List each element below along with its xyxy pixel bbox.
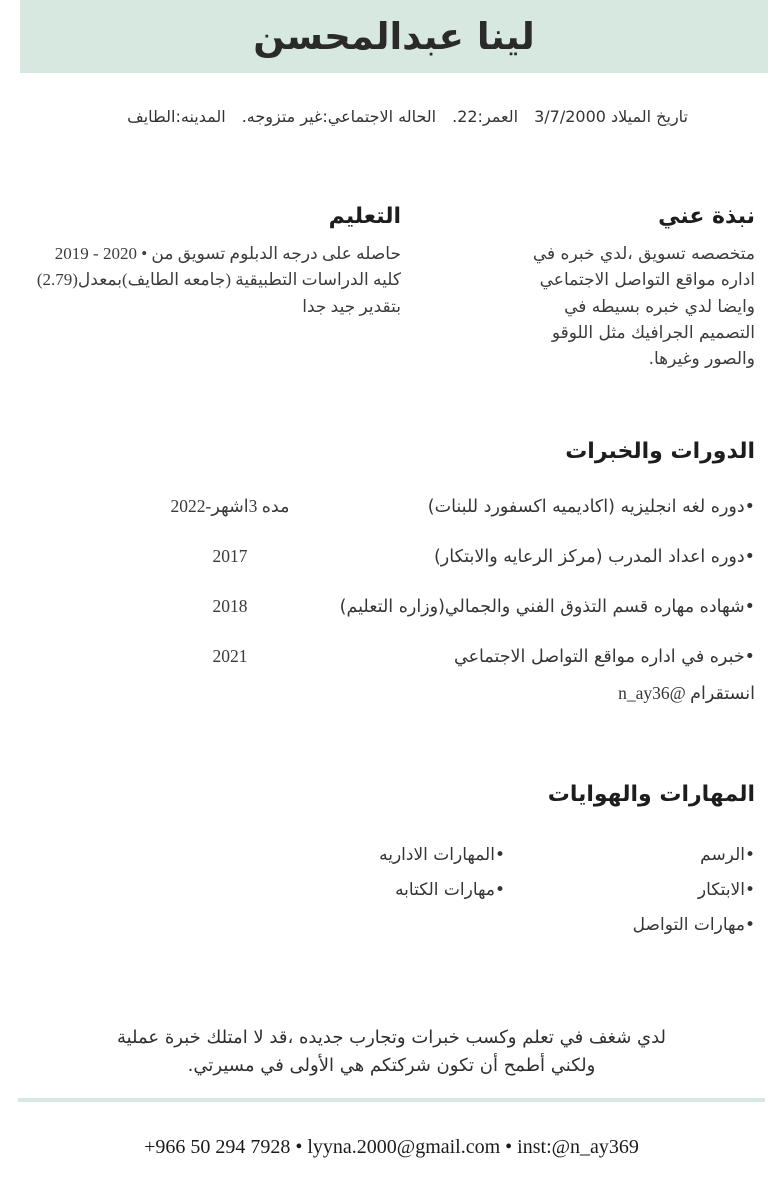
- footer-divider: [18, 1098, 765, 1102]
- education-column: [28, 204, 401, 373]
- city-text: المدينه:الطايف: [127, 107, 226, 126]
- course-item: [28, 594, 755, 620]
- instagram-handle-text: انستقرام @n_ay36: [618, 682, 755, 703]
- skill-item: •مهارات الكتابه: [395, 879, 505, 900]
- skills-section: [0, 782, 783, 950]
- course-item-date: 2017: [212, 545, 248, 566]
- courses-heading: الدورات والخبرات: [565, 438, 755, 464]
- header-band: [20, 0, 768, 73]
- course-item-text: •خبره في اداره مواقع التواصل الاجتماعي: [453, 647, 755, 668]
- personal-info-line: [0, 107, 783, 126]
- course-item: [28, 544, 755, 570]
- skill-item: •المهارات الاداريه: [379, 844, 505, 865]
- course-item-date: مده 3اشهر-2022: [170, 495, 290, 516]
- skill-item: •مهارات التواصل: [632, 914, 755, 935]
- about-text: متخصصه تسويق ،لدي خبره في اداره مواقع التواصل الاجتماعي وايضا لدي خبره بسيطه في التصميم الجرافيك مثل اللوقو والصور وغيرها.: [532, 244, 755, 370]
- course-item-text: •شهاده مهاره قسم التذوق الفني والجمالي(وزاره التعليم): [339, 597, 755, 618]
- candidate-name: لينا عبدالمحسن: [253, 15, 535, 58]
- about-column: [503, 204, 755, 373]
- course-item: [28, 644, 755, 706]
- skills-column-right: [505, 845, 755, 950]
- birthdate-text: تاريخ الميلاد 3/7/2000: [534, 107, 688, 126]
- about-heading: نبذة عني: [658, 204, 755, 229]
- age-text: العمر:22.: [452, 107, 519, 126]
- marital-status-text: الحاله الاجتماعي:غير متزوجه.: [241, 107, 437, 126]
- skill-item: •الرسم: [700, 844, 755, 865]
- courses-section: [0, 439, 783, 706]
- education-heading: التعليم: [328, 204, 401, 229]
- education-text: 2019 - 2020 • حاصله على درجه الدبلوم تسويق من كليه الدراسات التطبيقية (جامعه الطايف)بمعدل(2.79) بتقدير جيد جدا: [36, 244, 401, 316]
- course-item-text: •دوره لغه انجليزيه (اكاديميه اكسفورد للبنات): [427, 496, 755, 517]
- closing-statement: لدي شغف في تعلم وكسب خبرات وتجارب جديده ،قد لا امتلك خبرة عملية ولكني أطمح أن تكون شركتكم هي الأولى في مسيرتي.: [116, 1026, 667, 1076]
- course-item-date: 2018: [212, 596, 248, 617]
- summary-education-section: [0, 204, 783, 373]
- skills-heading: المهارات والهوايات: [547, 781, 755, 807]
- course-item-text: •دوره اعداد المدرب (مركز الرعايه والابتكار): [433, 546, 755, 567]
- course-item-date: 2021: [212, 646, 248, 667]
- skills-column-left: [255, 845, 505, 950]
- course-item: [28, 494, 755, 520]
- skills-grid: [28, 845, 755, 950]
- course-item-textblock: [454, 644, 755, 706]
- skill-item: •الابتكار: [697, 879, 755, 900]
- footer-contact: +966 50 294 7928 • lyyna.2000@gmail.com • inst:@n_ay369: [144, 1135, 639, 1158]
